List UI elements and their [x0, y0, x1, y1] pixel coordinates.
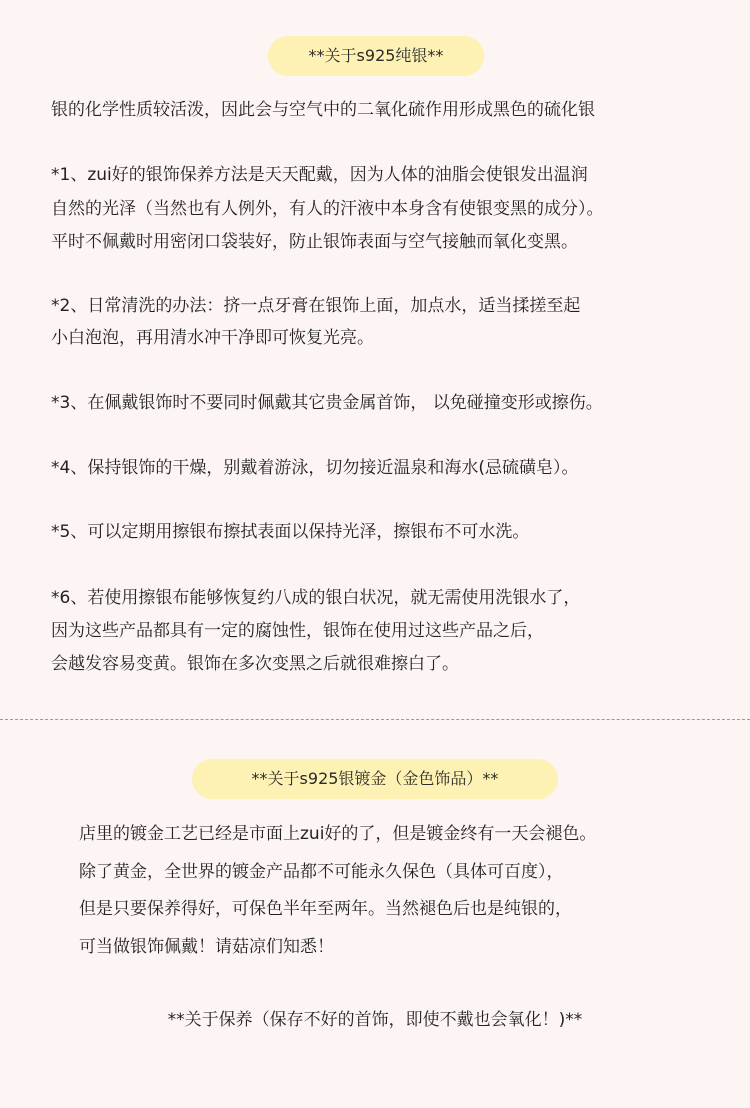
- section-title-pure-silver: **关于s925纯银**: [268, 36, 484, 76]
- section-divider: [0, 719, 750, 720]
- tip-1-line-1: *1、zui好的银饰保养方法是天天配戴，因为人体的油脂会使银发出温润: [51, 165, 588, 185]
- gold-line-1: 店里的镀金工艺已经是市面上zui好的了，但是镀金终有一天会褪色。: [79, 824, 597, 844]
- gold-line-3: 但是只要保养得好，可保色半年至两年。当然褪色后也是纯银的，: [79, 899, 572, 919]
- tip-5: *5、可以定期用擦银布擦拭表面以保持光泽，擦银布不可水洗。: [51, 522, 530, 542]
- tip-6-line-1: *6、若使用擦银布能够恢复约八成的银白状况，就无需使用洗银水了，: [51, 588, 581, 608]
- section-title-maintenance: **关于保养（保存不好的首饰，即使不戴也会氧化！)**: [167, 1010, 583, 1030]
- gold-line-4: 可当做银饰佩戴！请菇凉们知悉！: [79, 937, 334, 957]
- tip-2-line-1: *2、日常清洗的办法：挤一点牙膏在银饰上面，加点水，适当揉搓至起: [51, 296, 581, 316]
- tip-4: *4、保持银饰的干燥，别戴着游泳，切勿接近温泉和海水(忌硫磺皂）。: [51, 458, 579, 478]
- tip-6-line-3: 会越发容易变黄。银饰在多次变黑之后就很难擦白了。: [51, 654, 459, 674]
- intro-text: 银的化学性质较活泼，因此会与空气中的二氧化硫作用形成黑色的硫化银: [51, 100, 595, 120]
- tip-2-line-2: 小白泡泡，再用清水冲干净即可恢复光亮。: [51, 328, 374, 348]
- tip-1-line-3: 平时不佩戴时用密闭口袋装好，防止银饰表面与空气接触而氧化变黑。: [51, 232, 578, 252]
- tip-3: *3、在佩戴银饰时不要同时佩戴其它贵金属首饰， 以免碰撞变形或擦伤。: [51, 393, 603, 413]
- tip-6-line-2: 因为这些产品都具有一定的腐蚀性，银饰在使用过这些产品之后，: [51, 621, 544, 641]
- gold-line-2: 除了黄金，全世界的镀金产品都不可能永久保色（具体可百度），: [79, 862, 564, 882]
- section-title-gold-plated: **关于s925银镀金（金色饰品）**: [192, 759, 558, 799]
- tip-1-line-2: 自然的光泽（当然也有人例外，有人的汗液中本身含有使银变黑的成分）。: [51, 199, 604, 219]
